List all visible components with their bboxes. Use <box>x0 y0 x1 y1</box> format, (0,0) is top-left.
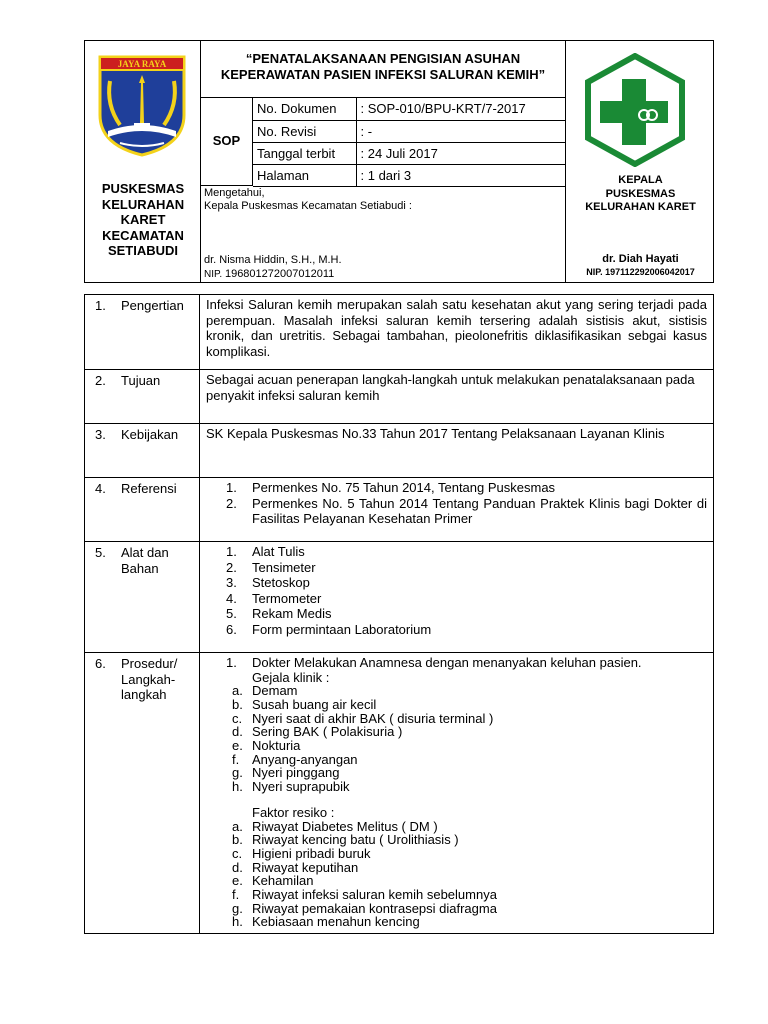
section-row-kebijakan <box>85 424 714 478</box>
list-item: d. Riwayat keputihan <box>232 859 359 875</box>
document-title: “PENATALAKSANAAN PENGISIAN ASUHAN KEPERAWATAN PASIEN INFEKSI SALURAN KEMIH” <box>201 41 565 98</box>
section-label: 3. Kebijakan <box>85 424 200 478</box>
list-item: h. Nyeri suprapubik <box>232 779 350 795</box>
header-left-cell <box>85 41 201 283</box>
info-row-revisi <box>253 120 565 142</box>
section-content <box>200 542 714 653</box>
info-label: No. Dokumen <box>253 98 356 120</box>
info-row-halaman <box>253 164 565 186</box>
sop-label: SOP <box>201 98 253 186</box>
approver-name: dr. Nisma Hiddin, S.H., M.H. <box>204 254 342 266</box>
list-item: e. Kehamilan <box>232 873 314 889</box>
approver-nip: NIP. 196801272007012011 <box>204 268 335 280</box>
crest-banner-text: JAYA RAYA <box>117 59 167 69</box>
section-row-prosedur <box>85 653 714 934</box>
section-label: 6. Prosedur/ Langkah- langkah <box>85 653 200 934</box>
section-row-tujuan <box>85 370 714 424</box>
list-item: 3. Stetoskop <box>226 575 310 590</box>
risk-factors-list <box>206 820 707 930</box>
list-item: d. Sering BAK ( Polakisuria ) <box>232 724 403 740</box>
list-item: h. Kebiasaan menahun kencing <box>232 914 420 930</box>
section-row-alat-bahan <box>85 542 714 653</box>
section-content <box>200 653 714 934</box>
info-value: : 24 Juli 2017 <box>356 142 565 164</box>
head-doctor-name: dr. Diah Hayati <box>602 253 679 265</box>
puskesmas-logo-icon <box>584 53 686 167</box>
section-content <box>200 478 714 542</box>
section-content: SK Kepala Puskesmas No.33 Tahun 2017 Tentang Pelaksanaan Layanan Klinis <box>200 424 714 478</box>
info-row-tanggal <box>253 142 565 164</box>
symptoms-list <box>206 684 707 794</box>
section-row-pengertian <box>85 295 714 370</box>
section-label: 5. Alat dan Bahan <box>85 542 200 653</box>
section-content: Sebagai acuan penerapan langkah-langkah untuk melakukan penatalaksanaan pada penyakit infeksi saluran kemih <box>200 370 714 424</box>
list-item: a. Demam <box>232 683 298 699</box>
list-item: 4. Termometer <box>226 590 322 606</box>
list-item: c. Higieni pribadi buruk <box>232 845 371 861</box>
list-item: 6. Form permintaan Laboratorium <box>226 621 432 637</box>
list-item: c. Nyeri saat di akhir BAK ( disuria terminal ) <box>232 710 494 726</box>
mengetahui-line: Mengetahui, <box>204 187 265 199</box>
info-value: : - <box>356 120 565 142</box>
approval-block <box>201 186 565 283</box>
sop-header <box>84 40 714 283</box>
list-item: g. Riwayat pemakaian kontrasepsi diafragma <box>232 900 497 916</box>
section-row-referensi <box>85 478 714 542</box>
section-content: Infeksi Saluran kemih merupakan salah satu kesehatan akut yang sering terjadi pada perempuan. Masalah infeksi saluran kemih tersering adalah sistisis akut, sistisis kronik, dan uretritis. Sebagai tambahan, pieolonefritis diklasifikasikan sebgai kasus komplikasi. <box>200 295 714 370</box>
info-value: : 1 dari 3 <box>356 164 565 186</box>
list-item: e. Nokturia <box>232 738 301 754</box>
list-item: b. Riwayat kencing batu ( Urolithiasis ) <box>232 832 459 848</box>
list-item: b. Susah buang air kecil <box>232 696 377 712</box>
risk-factors-title: Faktor resiko : <box>252 804 335 820</box>
list-item: a. Riwayat Diabetes Melitus ( DM ) <box>232 818 438 834</box>
list-item: 1. Permenkes No. 75 Tahun 2014, Tentang Puskesmas <box>226 480 556 495</box>
head-doctor-nip: NIP. 197112292006042017 <box>586 267 695 277</box>
info-row-dokumen <box>253 98 565 120</box>
header-right-cell <box>565 41 714 283</box>
list-item: 5. Rekam Medis <box>226 606 332 621</box>
jakarta-crest-icon <box>96 53 188 158</box>
info-label: Halaman <box>253 164 356 186</box>
head-title: KEPALA PUSKESMAS KELURAHAN KARET <box>585 174 696 213</box>
list-item: g. Nyeri pinggang <box>232 765 340 781</box>
list-item: 1. Alat Tulis <box>226 544 305 559</box>
info-label: Tanggal terbit <box>253 142 356 164</box>
reference-list <box>206 480 707 527</box>
procedure-step: 1. Dokter Melakukan Anamnesa dengan menanyakan keluhan pasien. <box>226 655 642 670</box>
list-item: 2. Permenkes No. 5 Tahun 2014 Tentang Panduan Praktek Klinis bagi Dokter di Fasilitas Pelayanan Kesehatan Primer <box>226 495 707 526</box>
list-item: f. Riwayat infeksi saluran kemih sebelumnya <box>232 887 497 903</box>
section-label: 4. Referensi <box>85 478 200 542</box>
info-value: : SOP-010/BPU-KRT/7-2017 <box>356 98 565 120</box>
info-label: No. Revisi <box>253 120 356 142</box>
document-info-table <box>253 98 565 187</box>
sop-content-table <box>84 294 714 934</box>
section-label: 2. Tujuan <box>85 370 200 424</box>
approver-title: Kepala Puskesmas Kecamatan Setiabudi : <box>204 200 412 212</box>
list-item: 2. Tensimeter <box>226 559 316 575</box>
puskesmas-name: PUSKESMAS KELURAHAN KARET KECAMATAN SETIABUDI <box>101 181 185 258</box>
symptoms-title: Gejala klinik : <box>252 669 330 685</box>
list-item: f. Anyang-anyangan <box>232 751 358 767</box>
section-label: 1. Pengertian <box>85 295 200 370</box>
equipment-list <box>206 544 707 637</box>
